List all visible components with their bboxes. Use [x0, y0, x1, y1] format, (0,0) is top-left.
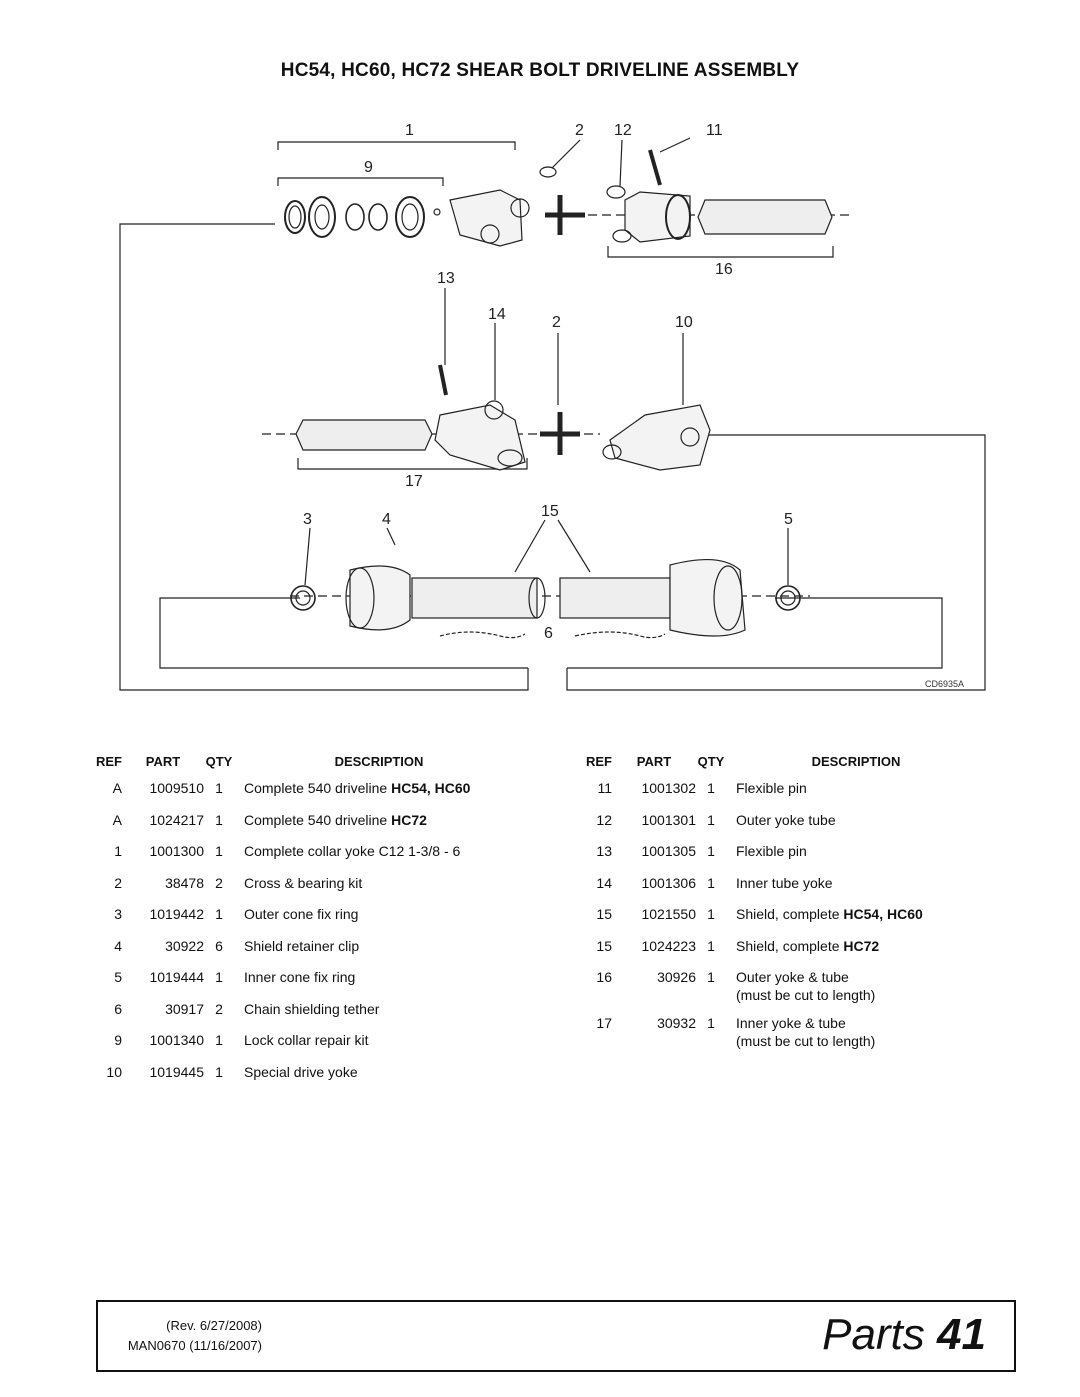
qty-cell: 1 [707, 906, 715, 922]
ref-cell: 5 [114, 969, 122, 985]
table-row [96, 1027, 524, 1059]
part-cell: 1001340 [149, 1032, 204, 1048]
description-text: Flexible pin [736, 843, 807, 859]
callout-15: 15 [541, 503, 559, 520]
description-cell [726, 933, 986, 965]
parts-table-left [96, 750, 524, 1090]
description-text: Outer cone fix ring [244, 906, 359, 922]
qty-cell: 1 [707, 969, 715, 985]
part-cell: 1001301 [641, 811, 696, 828]
model-applicability: HC72 [843, 937, 880, 954]
callout-2: 2 [575, 122, 584, 139]
qty-cell: 2 [215, 1000, 223, 1017]
description-cell [234, 933, 524, 965]
callout-11: 11 [706, 122, 723, 139]
ref-cell: 1 [114, 843, 122, 859]
table-row [96, 996, 524, 1028]
qty-cell: 1 [215, 1063, 223, 1080]
callout-3: 3 [303, 511, 312, 528]
part-cell: 38478 [165, 874, 204, 891]
description-cell [234, 996, 524, 1028]
part-cell: 1001306 [641, 874, 696, 891]
description-text: Complete 540 driveline [244, 780, 392, 796]
description-cell [726, 807, 986, 839]
callout-4: 4 [382, 511, 391, 528]
header-qty: QTY [697, 754, 725, 769]
description-text: Flexible pin [736, 780, 807, 796]
manual-number: MAN0670 (11/16/2007) [127, 1338, 262, 1353]
qty-cell: 1 [707, 1015, 715, 1031]
header-ref: REF [96, 754, 122, 769]
header-description: DESCRIPTION [811, 754, 901, 769]
callout-17: 17 [405, 473, 423, 490]
part-cell: 1001305 [641, 843, 696, 859]
qty-cell: 1 [707, 874, 715, 891]
table-row [96, 964, 524, 996]
table-row [96, 933, 524, 965]
ref-cell: A [112, 780, 122, 796]
qty-cell: 1 [215, 906, 223, 922]
callout-16: 16 [715, 261, 733, 278]
ref-cell: A [112, 811, 122, 828]
ref-cell: 13 [596, 843, 612, 859]
callout-9: 9 [364, 159, 373, 176]
description-cell [234, 964, 524, 996]
ref-cell: 14 [596, 874, 612, 891]
ref-cell: 2 [114, 874, 122, 891]
description-cell [726, 775, 986, 807]
qty-cell: 1 [707, 843, 715, 859]
ref-cell: 9 [114, 1032, 122, 1048]
header-ref: REF [586, 754, 612, 769]
callout-6: 6 [544, 625, 553, 642]
description-text: Shield, complete [736, 906, 844, 922]
ref-cell: 10 [106, 1063, 122, 1080]
qty-cell: 1 [215, 1032, 223, 1048]
model-applicability: HC54, HC60 [843, 906, 923, 922]
drawing-code: CD6935A [925, 679, 965, 689]
page-number: 41 [937, 1310, 986, 1359]
table-row [586, 807, 986, 839]
callout-12: 12 [614, 122, 632, 139]
description-cell [234, 901, 524, 933]
section-name: Parts [822, 1310, 925, 1359]
header-part: PART [636, 754, 672, 769]
part-cell: 30932 [657, 1015, 696, 1031]
description-cell [726, 964, 986, 1010]
ref-cell: 15 [596, 906, 612, 922]
part-cell: 30917 [165, 1000, 204, 1017]
table-row [96, 807, 524, 839]
description-text: Inner yoke & tube [736, 1015, 846, 1031]
table-row [586, 870, 986, 902]
qty-cell: 2 [215, 874, 223, 891]
table-row [96, 838, 524, 870]
table-row [586, 964, 986, 1010]
description-cell [234, 807, 524, 839]
part-cell: 30922 [165, 937, 204, 954]
ref-cell: 12 [596, 811, 612, 828]
model-applicability: HC72 [391, 811, 427, 828]
ref-cell: 4 [114, 937, 122, 954]
table-row [586, 1010, 986, 1056]
description-text: Outer yoke tube [736, 811, 836, 828]
qty-cell: 1 [707, 937, 715, 954]
table-row [586, 775, 986, 807]
description-note: (must be cut to length) [736, 987, 876, 1003]
table-row [586, 933, 986, 965]
description-cell [726, 838, 986, 870]
description-text: Chain shielding tether [244, 1000, 380, 1017]
section-page-label [822, 1310, 986, 1360]
description-cell [234, 775, 524, 807]
description-text: Inner tube yoke [736, 874, 833, 891]
description-text: Inner cone fix ring [244, 969, 356, 985]
table-row [96, 901, 524, 933]
description-cell [234, 870, 524, 902]
description-text: Cross & bearing kit [244, 874, 363, 891]
model-applicability: HC54, HC60 [391, 780, 471, 796]
part-cell: 1019444 [149, 969, 204, 985]
description-text: Complete 540 driveline [244, 811, 392, 828]
qty-cell: 1 [215, 780, 223, 796]
description-note: (must be cut to length) [736, 1033, 876, 1049]
ref-cell: 15 [596, 937, 612, 954]
header-qty: QTY [205, 754, 233, 769]
callout-2b: 2 [552, 314, 561, 331]
header-part: PART [145, 754, 181, 769]
description-cell [726, 870, 986, 902]
table-row [96, 1059, 524, 1091]
callout-10: 10 [675, 314, 693, 331]
ref-cell: 17 [596, 1015, 612, 1031]
callout-5: 5 [784, 511, 793, 528]
table-row [96, 870, 524, 902]
description-text: Lock collar repair kit [244, 1032, 369, 1048]
part-cell: 1024217 [149, 811, 204, 828]
qty-cell: 6 [215, 937, 223, 954]
revision-date: (Rev. 6/27/2008) [166, 1318, 262, 1333]
callout-13: 13 [437, 270, 455, 287]
ref-cell: 16 [596, 969, 612, 985]
description-text: Shield retainer clip [244, 937, 360, 954]
header-description: DESCRIPTION [334, 754, 424, 769]
part-cell: 1019442 [149, 906, 204, 922]
table-row [586, 901, 986, 933]
parts-table-right [586, 750, 986, 1056]
table-row [586, 838, 986, 870]
description-text: Complete collar yoke C12 1-3/8 - 6 [244, 843, 461, 859]
part-cell: 1024223 [641, 937, 696, 954]
qty-cell: 1 [215, 969, 223, 985]
qty-cell: 1 [707, 811, 715, 828]
part-cell: 1001300 [149, 843, 204, 859]
part-cell: 30926 [657, 969, 696, 985]
callout-1: 1 [405, 122, 414, 139]
description-text: Shield, complete [736, 937, 844, 954]
page-footer [96, 1300, 1016, 1372]
description-cell [234, 838, 524, 870]
part-cell: 1009510 [149, 780, 204, 796]
callout-14: 14 [488, 306, 506, 323]
ref-cell: 3 [114, 906, 122, 922]
part-cell: 1001302 [641, 780, 696, 796]
page-title: HC54, HC60, HC72 SHEAR BOLT DRIVELINE ASSEMBLY [280, 60, 800, 81]
description-text: Outer yoke & tube [736, 969, 849, 985]
part-cell: 1019445 [149, 1063, 204, 1080]
description-cell [234, 1059, 524, 1091]
qty-cell: 1 [215, 811, 223, 828]
driveline-exploded-diagram [110, 112, 990, 694]
table-row [96, 775, 524, 807]
description-cell [234, 1027, 524, 1059]
description-text: Special drive yoke [244, 1063, 358, 1080]
part-cell: 1021550 [641, 906, 696, 922]
qty-cell: 1 [707, 780, 715, 796]
qty-cell: 1 [215, 843, 223, 859]
description-cell [726, 1010, 986, 1056]
description-cell [726, 901, 986, 933]
ref-cell: 11 [597, 780, 612, 796]
ref-cell: 6 [114, 1000, 122, 1017]
